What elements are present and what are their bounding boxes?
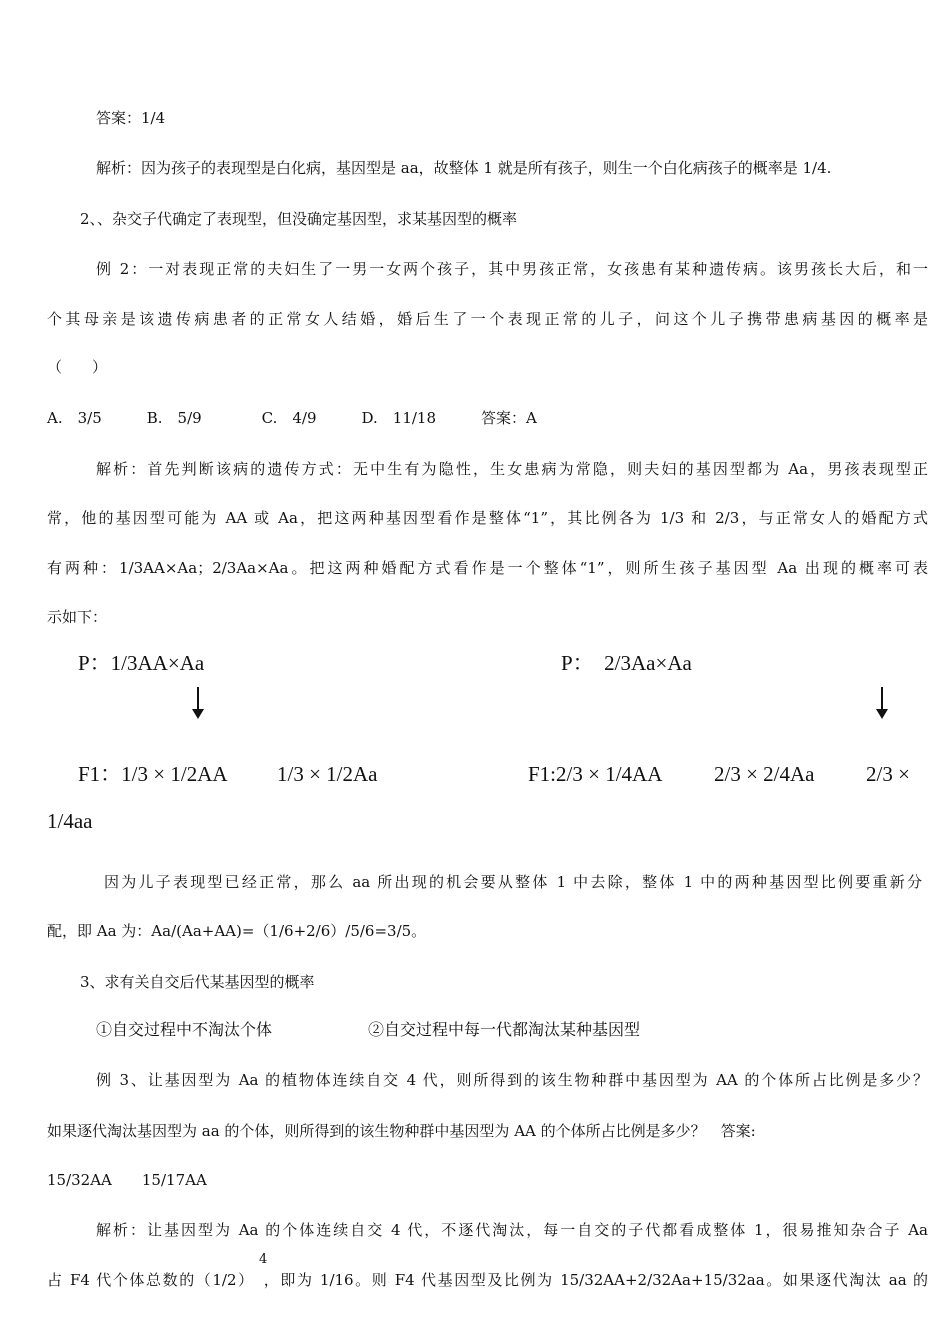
analysis-2-line-1: 解析：首先判断该病的遗传方式：无中生有为隐性，生女患病为常隐，则夫妇的基因型都为 Aa，男孩表现型正 <box>96 460 928 478</box>
example-2-line-2: 个其母亲是该遗传病患者的正常女人结婚，婚后生了一个表现正常的儿子，问这个儿子携带患病基因的概率是 <box>47 310 928 328</box>
explanation-line-2: 配，即 Aa 为：Aa/(Aa+AA)=（1/6+2/6）/5/6=3/5。 <box>47 922 427 940</box>
cross-right-parent: P： 2/3Aa×Aa <box>561 651 692 675</box>
f1-right-aa-het: 2/3 × 2/4Aa <box>714 762 815 786</box>
cross-left-parent: P：1/3AA×Aa <box>78 651 205 675</box>
f1-continuation: 1/4aa <box>47 809 93 833</box>
f1-right-aa: F1:2/3 × 1/4AA <box>528 762 663 786</box>
case-2-label: ②自交过程中每一代都淘汰某种基因型 <box>368 1020 641 1039</box>
example-2-blank: （ ） <box>47 358 108 376</box>
f1-right-tail: 2/3 × <box>866 762 910 786</box>
f1-left-aa-het: 1/3 × 1/2Aa <box>277 762 378 786</box>
f1-left-aa: F1：1/3 × 1/2AA <box>78 762 228 786</box>
section-heading-3: 3、求有关自交后代某基因型的概率 <box>80 973 315 991</box>
example-3-answer: 15/32AA 15/17AA <box>47 1171 207 1189</box>
example-3-line-2: 如果逐代淘汰基因型为 aa 的个体，则所得到的该生物种群中基因型为 AA 的个体所占比例是多少？ 答案: <box>47 1122 756 1140</box>
arrow-down-icon <box>876 687 888 721</box>
answer-line: 答案：1/4 <box>96 109 166 127</box>
case-1-label: ①自交过程中不淘汰个体 <box>96 1020 273 1039</box>
exponent: 4 <box>259 1252 268 1267</box>
analysis-3-line-2: 占 F4 代个体总数的（1/2） ，即为 1/16。则 F4 代基因型及比例为 15/32AA+2/32Aa+15/32aa。如果逐代淘汰 aa 的 <box>47 1271 928 1289</box>
options-line: A. 3/5 B. 5/9 C. 4/9 D. 11/18 答案：A <box>47 409 537 427</box>
analysis-3-line-1: 解析：让基因型为 Aa 的个体连续自交 4 代，不逐代淘汰，每一自交的子代都看成整体 1，很易推知杂合子 Aa <box>96 1221 928 1239</box>
analysis-2-line-3: 有两种：1/3AA×Aa；2/3Aa×Aa。把这两种婚配方式看作是一个整体“1”，则所生孩子基因型 Aa 出现的概率可表 <box>47 559 928 577</box>
analysis-2-line-2: 常，他的基因型可能为 AA 或 Aa，把这两种基因型看作是整体“1”，其比例各为 1/3 和 2/3，与正常女人的婚配方式 <box>47 509 928 527</box>
section-heading-2: 2、、杂交子代确定了表现型，但没确定基因型，求某基因型的概率 <box>80 210 518 228</box>
example-3-line-1: 例 3、让基因型为 Aa 的植物体连续自交 4 代，则所得到的该生物种群中基因型为 AA 的个体所占比例是多少？ <box>96 1071 928 1089</box>
example-2-line-1: 例 2：一对表现正常的夫妇生了一男一女两个孩子，其中男孩正常，女孩患有某种遗传病。该男孩长大后，和一 <box>96 260 928 278</box>
analysis-line-1: 解析：因为孩子的表现型是白化病，基因型是 aa，故整体 1 就是所有孩子，则生一个白化病孩子的概率是 1/4. <box>96 159 832 177</box>
arrow-down-icon <box>192 687 204 721</box>
explanation-line-1: 因为儿子表现型已经正常，那么 aa 所出现的机会要从整体 1 中去除，整体 1 中的两种基因型比例要重新分 <box>104 873 922 891</box>
analysis-2-line-4: 示如下： <box>47 608 108 626</box>
